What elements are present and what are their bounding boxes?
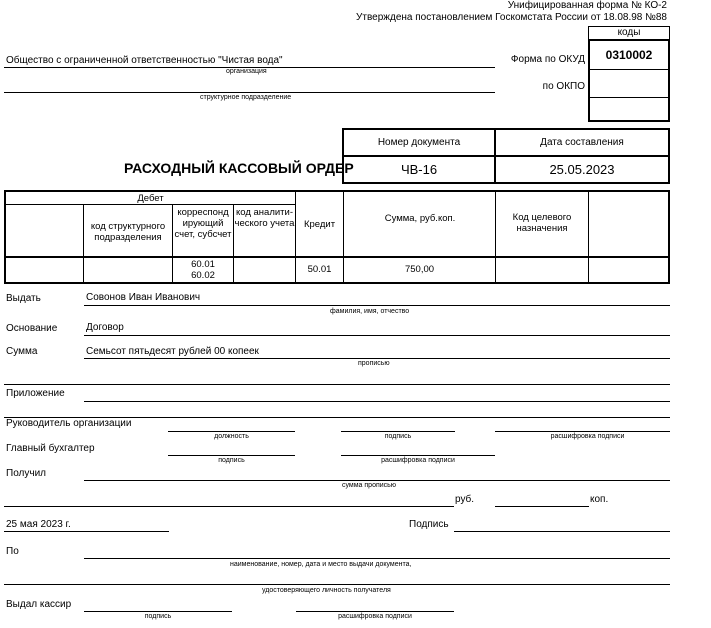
by-label: По — [6, 546, 19, 557]
accountant-label: Главный бухгалтер — [6, 443, 95, 454]
doc-date[interactable]: 25.05.2023 — [549, 162, 615, 177]
approval-note: Утверждена постановлением Госкомстата России от 18.08.98 №88 — [356, 12, 667, 23]
attachment-label: Приложение — [6, 388, 65, 399]
codes-header-label: коды — [617, 27, 641, 38]
kop-label: коп. — [590, 494, 609, 505]
okud-label: Форма по ОКУД — [510, 54, 585, 65]
sum-value[interactable]: 750,00 — [404, 264, 435, 275]
col-analytic-code: код аналити- ческого учета — [234, 207, 295, 229]
organization-name[interactable]: Общество с ограниченной ответственностью "Чистая вода" — [6, 55, 283, 66]
credit-account[interactable]: 50.01 — [307, 264, 332, 275]
corr-account-2[interactable]: 60.02 — [191, 270, 215, 281]
basis-value[interactable]: Договор — [86, 322, 124, 333]
unified-form-label: Унифицированная форма № КО-2 — [507, 0, 667, 11]
col-purpose: Код целевого назначения — [512, 212, 572, 234]
col-unit-code: код структурного подразделения — [90, 221, 166, 243]
cashier-decoding-caption: расшифровка подписи — [338, 613, 412, 620]
issue-value[interactable]: Совонов Иван Иванович — [86, 292, 201, 303]
issue-label: Выдать — [6, 293, 41, 304]
doc-date-label: Дата составления — [540, 137, 624, 148]
signature-label: Подпись — [409, 519, 449, 530]
cash-order-table — [4, 190, 670, 284]
debit-header: Дебет — [137, 193, 164, 204]
received-caption: сумма прописью — [342, 482, 397, 489]
okpo-code[interactable] — [590, 70, 668, 98]
amount-label: Сумма — [6, 346, 38, 357]
amount-caption: прописью — [358, 360, 390, 367]
by-caption: наименование, номер, дата и место выдачи документа, — [230, 561, 412, 568]
head-label: Руководитель организации — [6, 418, 132, 429]
amount-value[interactable]: Семьсот пятьдесят рублей 00 копеек — [86, 346, 259, 357]
okpo-label: по ОКПО — [542, 81, 585, 92]
cashier-signature-caption: подпись — [144, 613, 172, 620]
codes-header — [588, 26, 670, 39]
issue-caption: фамилия, имя, отчество — [330, 308, 410, 315]
doc-number[interactable]: ЧВ-16 — [400, 162, 438, 177]
col-sum: Сумма, руб.коп. — [384, 213, 456, 224]
corr-account-1[interactable]: 60.01 — [191, 259, 215, 270]
col-credit: Кредит — [303, 219, 336, 230]
head-decoding-caption: расшифровка подписи — [550, 433, 625, 440]
codes-box — [588, 39, 670, 122]
id-caption: удостоверяющего личность получателя — [262, 587, 391, 594]
accountant-decoding-caption: расшифровка подписи — [381, 457, 455, 464]
head-position-caption: должность — [214, 433, 249, 440]
cashier-label: Выдал кассир — [6, 599, 72, 610]
document-title: РАСХОДНЫЙ КАССОВЫЙ ОРДЕР — [124, 160, 354, 176]
col-corr-account: корреспонд ирующий счет, субсчет — [174, 207, 232, 240]
doc-number-label: Номер документа — [377, 137, 461, 148]
received-label: Получил — [6, 468, 46, 479]
okud-code[interactable]: 0310002 — [590, 41, 668, 70]
rub-label: руб. — [455, 494, 475, 505]
subdivision-caption: структурное подразделение — [200, 94, 292, 101]
date-value[interactable]: 25 мая 2023 г. — [6, 519, 71, 530]
accountant-signature-caption: подпись — [218, 457, 245, 464]
organization-caption: организация — [226, 68, 267, 75]
document-header-box — [342, 128, 670, 184]
basis-label: Основание — [6, 323, 58, 334]
head-signature-caption: подпись — [384, 433, 412, 440]
